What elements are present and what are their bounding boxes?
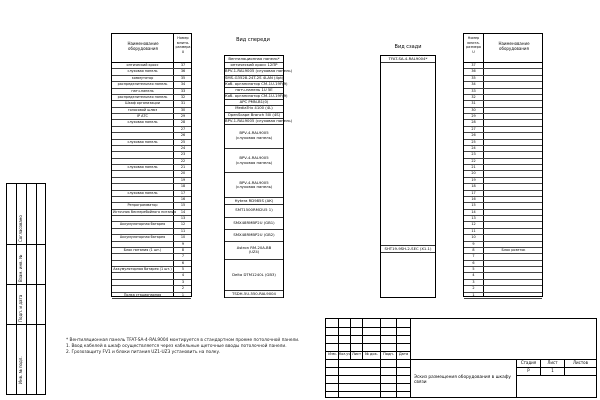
row-unit-number: 3: [472, 279, 475, 284]
rack-unit-block: OpenScape Branch 50i (4S): [225, 112, 283, 119]
row-unit-number: 33: [180, 88, 186, 93]
tb-stage-head: Стадия: [520, 360, 537, 365]
row-equipment-name: Аккумуляторная батарея: [119, 222, 166, 227]
row-unit-number: 22: [180, 158, 186, 163]
row-unit-number: 2: [472, 286, 475, 291]
row-equipment-name: Блок питания (1 шт.): [123, 247, 162, 252]
row-unit-number: 4: [181, 273, 185, 278]
row-unit-number: 14: [180, 209, 186, 214]
row-unit-number: 7: [181, 254, 185, 259]
row-unit-number: 21: [180, 165, 186, 170]
row-unit-number: 16: [471, 196, 476, 201]
rack-unit-block: SMX48RMBP2U (GB1): [225, 217, 283, 230]
row-unit-number: 1: [472, 292, 475, 297]
tb-col-date: Дата: [398, 352, 409, 356]
row-equipment-name: оптический кросс: [126, 63, 159, 67]
right-header-name: Наименование оборудования: [498, 41, 530, 51]
row-unit-number: 6: [181, 260, 185, 265]
row-unit-number: 28: [180, 120, 186, 125]
row-unit-number: 7: [472, 254, 475, 259]
rack-unit-block: SMS-G3528-24T-2S 4LAN (4pt): [225, 75, 283, 82]
table-row: [464, 292, 542, 299]
row-equipment-name: Источник бесперебойного питания: [113, 209, 177, 214]
back-view-title: Вид сзади: [394, 44, 422, 50]
row-unit-number: 10: [180, 235, 186, 240]
row-equipment-name: слуховая панель: [127, 69, 158, 74]
row-unit-number: 5: [472, 267, 475, 272]
tb-col-list: Лист: [351, 352, 362, 356]
tb-col-izm: Изм.: [328, 352, 337, 356]
row-unit-number: 13: [180, 216, 186, 221]
row-unit-number: 25: [180, 139, 186, 144]
left-header-name: Наименование оборудования: [127, 41, 159, 51]
row-unit-number: 6: [472, 260, 475, 265]
row-unit-number: 17: [180, 190, 186, 195]
left-table-body: [112, 62, 191, 296]
row-unit-number: 9: [472, 241, 475, 246]
row-equipment-name: Полка стационарная: [123, 292, 162, 297]
back-view-rack: [380, 55, 436, 298]
row-unit-number: 23: [180, 152, 186, 157]
row-unit-number: 35: [180, 75, 186, 80]
note-surge-protection: 2. Грозозащиту FV1 и блоки питания UZ1-UZ3 установить на полку.: [66, 350, 221, 355]
row-unit-number: 32: [471, 94, 476, 99]
row-unit-number: 13: [471, 216, 476, 221]
row-unit-number: 12: [471, 222, 476, 227]
row-equipment-name: слуховая панель: [127, 190, 158, 195]
row-unit-number: 37: [180, 63, 186, 67]
row-unit-number: 23: [471, 152, 476, 157]
row-equipment-name: слуховая панель: [127, 120, 158, 125]
rack-unit-block: BPV-4-RAL9005 (слуховая панель): [225, 149, 283, 174]
row-unit-number: 5: [181, 267, 185, 272]
right-table-body: [464, 62, 542, 296]
rack-unit-block: BPV-4-RAL9005 (слуховая панель): [225, 124, 283, 149]
rack-unit-block: BPV-4-RAL9005 (слуховая панель): [225, 173, 283, 198]
row-equipment-name: распределительная панель: [117, 94, 168, 99]
row-unit-number: 27: [180, 126, 186, 131]
row-unit-number: 15: [471, 203, 476, 208]
row-unit-number: 10: [471, 235, 476, 240]
row-unit-number: 34: [471, 82, 476, 87]
row-unit-number: 19: [471, 177, 476, 182]
row-equipment-name: Аккумуляторная батарея: [119, 235, 166, 240]
row-unit-number: 30: [471, 107, 476, 112]
row-unit-number: 16: [180, 196, 186, 201]
row-equipment-name: Репрограмматор: [127, 203, 158, 208]
row-unit-number: 31: [471, 101, 476, 106]
tb-col-sign: Подп.: [383, 352, 394, 356]
front-view-title: Вид спереди: [236, 37, 270, 43]
row-unit-number: 24: [471, 145, 476, 150]
row-equipment-name: слуховая панель: [127, 139, 158, 144]
row-unit-number: 15: [180, 203, 186, 208]
tb-sheet-value: 1: [551, 368, 554, 373]
row-unit-number: 1: [181, 292, 185, 297]
row-unit-number: 9: [181, 241, 185, 246]
row-unit-number: 18: [180, 184, 186, 189]
row-unit-number: 11: [180, 228, 186, 233]
row-unit-number: 4: [472, 273, 475, 278]
row-unit-number: 12: [180, 222, 186, 227]
row-equipment-name: Шкаф организации: [125, 101, 160, 106]
row-unit-number: 26: [471, 133, 476, 138]
rack-unit-block: SMX48RMBP2U (GB2): [225, 229, 283, 242]
right-table-header: [464, 34, 542, 63]
row-unit-number: 29: [180, 114, 186, 119]
back-top-label: TFAT-SA-4-RAL9004*: [381, 56, 435, 63]
rack-unit-block: Astron RM-20A-BB (UZ4): [225, 241, 283, 260]
row-unit-number: 3: [181, 279, 185, 284]
notes-block: [56, 338, 318, 356]
row-unit-number: 18: [471, 184, 476, 189]
front-view-rack: [224, 55, 293, 298]
row-unit-number: 19: [180, 177, 186, 182]
row-unit-number: 35: [471, 75, 476, 80]
row-equipment-name: слуховая панель: [127, 165, 158, 170]
row-equipment-name: патч-панель: [131, 88, 154, 93]
rack-unit-block: Коб. организатор CM-1U-19F(9): [225, 93, 283, 100]
row-unit-number: 8: [181, 247, 185, 252]
rack-unit-block: MediaTrix 4100 (4L): [225, 105, 283, 112]
row-unit-number: 8: [472, 247, 475, 252]
row-unit-number: 36: [471, 69, 476, 74]
row-unit-number: 17: [471, 190, 476, 195]
row-equipment-name: IP АТС: [137, 114, 148, 119]
tb-sheet-head: Лист: [547, 360, 558, 365]
rack-unit-block: APC PMN-B1(0): [225, 99, 283, 106]
rack-unit-block: оптический кросс 12ПР: [225, 62, 283, 69]
row-unit-number: 34: [180, 82, 186, 87]
side-stamp-sign-date: Подп. и дата: [18, 294, 23, 322]
table-row: [112, 292, 191, 299]
right-equipment-table: [463, 33, 543, 297]
row-equipment-name: коммутатор: [131, 75, 154, 80]
tb-doc-title: Эскиз размещения оборудования в шкафу связи: [414, 375, 511, 386]
tb-col-doc: № док.: [365, 352, 378, 356]
rack-unit-block: Вентиляционная панель*: [225, 56, 283, 63]
row-equipment-name: голосовой шлюз: [127, 107, 158, 112]
row-unit-number: 2: [181, 286, 185, 291]
tb-sheets-head: Листов: [573, 360, 588, 365]
note-cable-entry: 1. Ввод кабелей в шкаф осуществляется через кабельные щеточные вводы потолочной панели.: [66, 344, 287, 349]
rack-unit-block: BPV-1-RAL9005 (слуховая панель): [225, 68, 283, 75]
row-unit-number: 14: [471, 209, 476, 214]
side-stamp-agreed: Согласовано: [18, 215, 23, 242]
side-stamp: [6, 183, 46, 395]
row-unit-number: 31: [180, 101, 186, 106]
rack-unit-block: SMT1500RMI2U5 1): [225, 204, 283, 217]
rack-unit-block: Hytera RD985S (АК): [225, 198, 283, 205]
rack-unit-block: TSDH-5U-550-RAL9004: [225, 291, 283, 298]
title-block: [325, 318, 597, 398]
rack-unit-block: Коб. организатор CM-1U-19F(9): [225, 81, 283, 88]
row-unit-number: 24: [180, 145, 186, 150]
right-header-num: Номер юнита-размера U: [466, 36, 481, 54]
row-unit-number: 26: [180, 133, 186, 138]
tb-col-koluch: Кол.уч.: [339, 352, 352, 356]
row-unit-number: 28: [471, 120, 476, 125]
row-equipment-name: Аккумуляторная батарея (1 шт.): [113, 267, 172, 272]
row-unit-number: 33: [471, 88, 476, 93]
row-unit-number: 36: [180, 69, 186, 74]
left-equipment-table: [111, 33, 192, 297]
rack-unit-block: Delta DTM1240L (GB3): [225, 260, 283, 291]
tb-stage-value: Р: [527, 368, 530, 373]
row-unit-number: 20: [180, 171, 186, 176]
side-stamp-inv: Инв. № подл.: [18, 356, 23, 384]
row-unit-number: 21: [471, 165, 476, 170]
back-bottom-label: SHT19-9SH-2-SEC (X1.1): [381, 245, 435, 253]
left-table-header: [112, 34, 191, 63]
row-unit-number: 29: [471, 114, 476, 119]
note-vent-panel: * Вентиляционная панель TFAT-SA-4-RAL9004 монтируется в стандартном проеме потолочной панели.: [66, 338, 300, 343]
row-unit-number: 11: [471, 228, 476, 233]
row-unit-number: 22: [471, 158, 476, 163]
row-equipment-name: Блок розеток: [501, 247, 526, 252]
row-unit-number: 30: [180, 107, 186, 112]
rack-unit-block: BPV-1-RAL9005 (слуховая панель): [225, 118, 283, 125]
row-unit-number: 37: [471, 63, 476, 67]
side-stamp-replace: Взам. инв. №: [18, 254, 23, 282]
row-equipment-name: распределительная панель: [117, 82, 168, 87]
row-unit-number: 27: [471, 126, 476, 131]
left-header-num: Номер юнита-размера U: [175, 36, 191, 54]
row-unit-number: 32: [180, 94, 186, 99]
row-unit-number: 25: [471, 139, 476, 144]
rack-unit-block: патч-панель 1U 5E: [225, 87, 283, 94]
row-unit-number: 20: [471, 171, 476, 176]
